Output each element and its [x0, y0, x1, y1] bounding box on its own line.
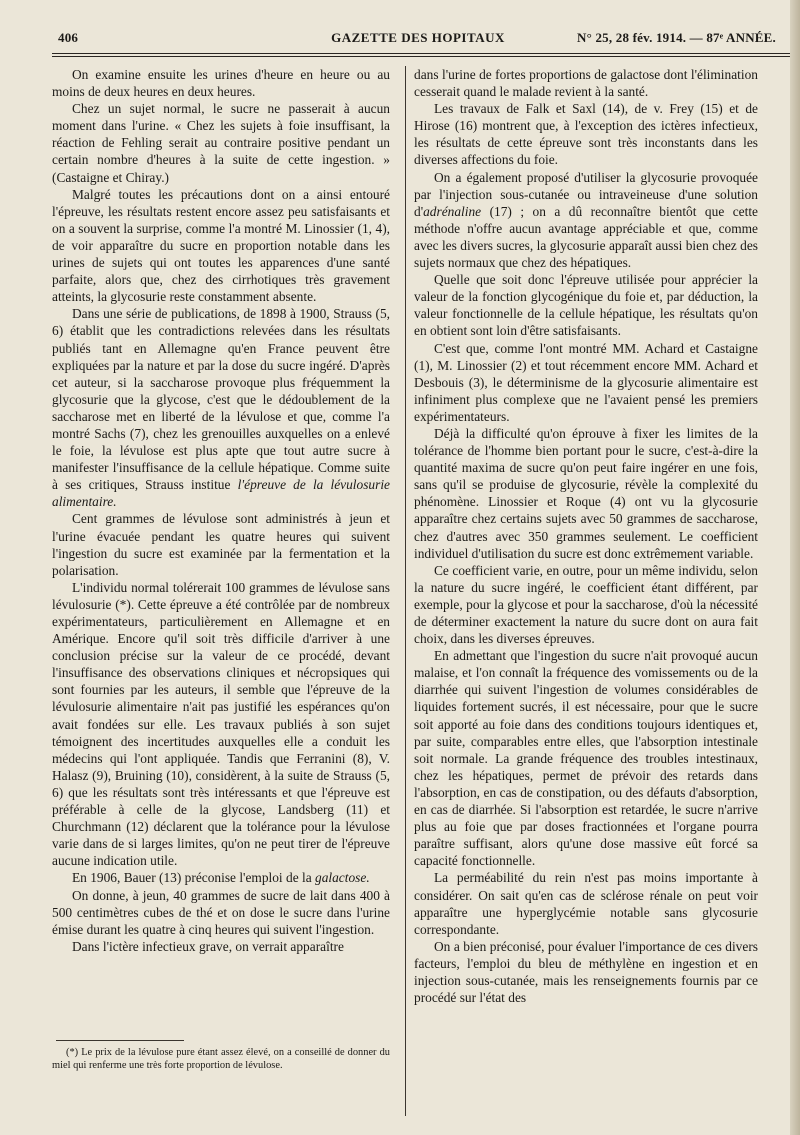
paragraph: Chez un sujet normal, le sucre ne passerait à aucun moment dans l'urine. « Chez les sujets à foie insuffisant, la réaction de Fehling serait au contraire positive pendant un certain nombre d'heures à la suite de cette ingestion. » (Castaigne et Chiray.)	[52, 101, 390, 185]
footnote	[52, 1046, 390, 1072]
header-rule-bottom	[52, 56, 790, 57]
italic-term: l'épreuve de la lévulosurie alimentaire.	[52, 477, 391, 510]
paragraph: C'est que, comme l'ont montré MM. Achard et Castaigne (1), M. Linossier (2) et tout récemment encore MM. Achard et Desbouis (3), le déterminisme de la glycosurie alimentaire est infiniment plus complexe que ne l'avaient pensé les premiers expérimentateurs.	[414, 340, 758, 424]
paragraph	[52, 869, 390, 886]
paragraph-text: En 1906, Bauer (13) préconise l'emploi de la	[72, 870, 315, 886]
journal-title: GAZETTE DES HOPITAUX	[331, 30, 505, 45]
header-rule-top	[52, 53, 790, 54]
italic-term: galactose.	[315, 870, 370, 886]
paragraph	[52, 305, 390, 510]
italic-term: adrénaline	[423, 203, 482, 219]
paragraph-text: On a également proposé d'utiliser la glycosurie provoquée par l'injection sous-cutanée ou intraveineuse d'une solution d'	[414, 169, 758, 219]
paragraph	[414, 169, 758, 272]
column-divider	[405, 66, 406, 1116]
paragraph-text: (17) ; on a dû reconnaître bientôt que cette méthode n'offre aucun avantage appréciable et que, comme avec les divers sucres, la glycosurie apparaît aussi bien chez des sujets normaux que chez des hépatiques.	[414, 203, 758, 271]
paragraph: On a bien préconisé, pour évaluer l'importance de ces divers facteurs, l'emploi du bleu de méthylène en ingestion et en injection sous-cutanée, mais les renseignements fournis par ce procédé sur l'état des	[414, 938, 758, 1006]
paragraph: Malgré toutes les précautions dont on a ainsi entouré l'épreuve, les résultats restent encore assez peu satisfaisants et on a souvent la surprise, comme l'a montré M. Linossier (1, 4), de voir apparaître du sucre en proportion notable dans les urines de sujets qui ont toutes les apparences d'une santé parfaite, alors que, chez des cirrhotiques très gravement atteints, la glycosurie reste constamment absente.	[52, 186, 390, 305]
paragraph: Les travaux de Falk et Saxl (14), de v. Frey (15) et de Hirose (16) montrent que, à l'exception des ictères infectieux, les résultats de cette épreuve sont très inconstants dans les diverses affections du foie.	[414, 101, 758, 168]
paragraph: Quelle que soit donc l'épreuve utilisée pour apprécier la valeur de la fonction glycogénique du foie et, par déduction, la valeur fonctionnelle de la cellule hépatique, les résultats qu'on en obtient sont loin d'être satisfaisants.	[414, 272, 758, 339]
paragraph: L'individu normal tolérerait 100 grammes de lévulose sans lévulosurie (*). Cette épreuve a été contrôlée par de nombreux expérimentateurs, particulièrement en Allemagne et en Amérique. Encore qu'il soit très difficile d'arriver à une conclusion précise sur la valeur de ce procédé, devant l'insuffisance des observations cliniques et nécropsiques qui sont fournies par les auteurs, il semble que l'épreuve de la lévulosurie alimentaire n'ait pas justifié les espérances qu'on avait fondées sur elle. Les travaux publiés à son sujet témoignent des incertitudes auxquelles elle a conduit les médecins qui l'ont appliquée. Tandis que Ferranini (8), V. Halasz (9), Bruining (10), considèrent, à la suite de Strauss (5, 6) que les résultats sont très intéressants et que l'épreuve est préférable à celle de la glycose, Landsberg (11) et Churchmann (12) déclarent que la tolérance pour la lévulose varie dans de si larges limites, qu'on ne peut tirer de l'épreuve aucune indication utile.	[52, 579, 390, 869]
paragraph: On donne, à jeun, 40 grammes de sucre de lait dans 400 à 500 centimètres cubes de thé et on dose le sucre dans l'urine émise durant les quatre à cinq heures qui suivent l'ingestion.	[52, 887, 390, 937]
paragraph: Dans l'ictère infectieux grave, on verrait apparaître	[72, 938, 344, 954]
paragraph: Déjà la difficulté qu'on éprouve à fixer les limites de la tolérance de l'homme bien portant pour le sucre, c'est-à-dire la quantité maxima de sucre qu'on peut faire ingérer en une fois, sans qu'il se produise de glycosurie, révèle la complexité du phénomène. Linossier et Roque (4) ont vu la glycosurie apparaître chez certains sujets avec 50 grammes de saccharose, chez d'autres avec 350 grammes seulement. Le coefficient individuel d'utilisation du sucre est donc extrêmement variable.	[414, 425, 758, 561]
paragraph: On examine ensuite les urines d'heure en heure ou au moins de deux heures en deux heures.	[52, 67, 390, 100]
paragraph: En admettant que l'ingestion du sucre n'ait provoqué aucun malaise, et l'on connaît la fréquence des vomissements ou de la diarrhée qui suivent l'ingestion de volumes considérables de liquides fortement sucrés, il est nécessaire, pour que le sucre soit apporté au foie dans des conditions toujours identiques et, par suite, comparables entre elles, que l'absorption intestinale soit normale. La grande fréquence des troubles intestinaux, chez les hépatiques, permet de prévoir des retards dans l'absorption, en cas de constipation, ou des défauts d'absorption, en cas de diarrhée. Si l'absorption est retardée, le sucre n'arrive plus au foie que par doses fractionnées et l'organe pourra paraître suffisant, alors qu'une dose massive eût forcé sa capacité fonctionnelle.	[414, 648, 758, 869]
paragraph: La perméabilité du rein n'est pas moins importante à considérer. On sait qu'en cas de sclérose rénale on peut voir apparaître une hyperglycémie notable sans glycosurie correspondante.	[414, 870, 758, 937]
paragraph: Ce coefficient varie, en outre, pour un même individu, selon la nature du sucre ingéré, le coefficient étant différent, par exemple, pour la glycose et pour la saccharose, d'où la nécessité de déterminer exactement la nature du sucre dont on aura fait choix, dans les diverses épreuves.	[414, 562, 758, 647]
paragraph: Cent grammes de lévulose sont administrés à jeun et l'urine évacuée pendant les quatre heures qui suivent l'ingestion du sucre est examinée par la fermentation et la polarisation.	[52, 511, 390, 578]
paragraph: dans l'urine de fortes proportions de galactose dont l'élimination cesserait quand le malade revient à la santé.	[414, 67, 758, 100]
page-header	[52, 28, 784, 50]
footnote-text: (*) Le prix de la lévulose pure étant assez élevé, on a conseillé de donner du miel qui renferme une très forte proportion de lévulose.	[52, 1047, 390, 1071]
left-column	[52, 66, 390, 955]
issue-info: N° 25, 28 fév. 1914. — 87ᵉ ANNÉE.	[577, 30, 776, 45]
paragraph-text: Dans une série de publications, de 1898 à 1900, Strauss (5, 6) établit que les contradictions relevées dans les résultats publiés tant en Allemagne qu'en France peuvent être expliquées par la nature et par la dose du sucre ingéré. D'après cet auteur, si la saccharose provoque plus fréquemment la glycosurie que la glycose, c'est que le dédoublement de la saccharose met en liberté de la lévulose et que, comme l'a montré Sachs (7), chez les grenouilles auxquelles on a enlevé le foie, la lévulose est plus apte que tout autre sucre à manifester l'insuffisance de la cellule hépatique. Comme suite à ses critiques, Strauss institue	[52, 306, 390, 493]
page-number: 406	[58, 30, 79, 45]
footnote-rule	[56, 1040, 184, 1041]
page-edge-shadow	[790, 0, 800, 1135]
right-column	[414, 66, 758, 1006]
